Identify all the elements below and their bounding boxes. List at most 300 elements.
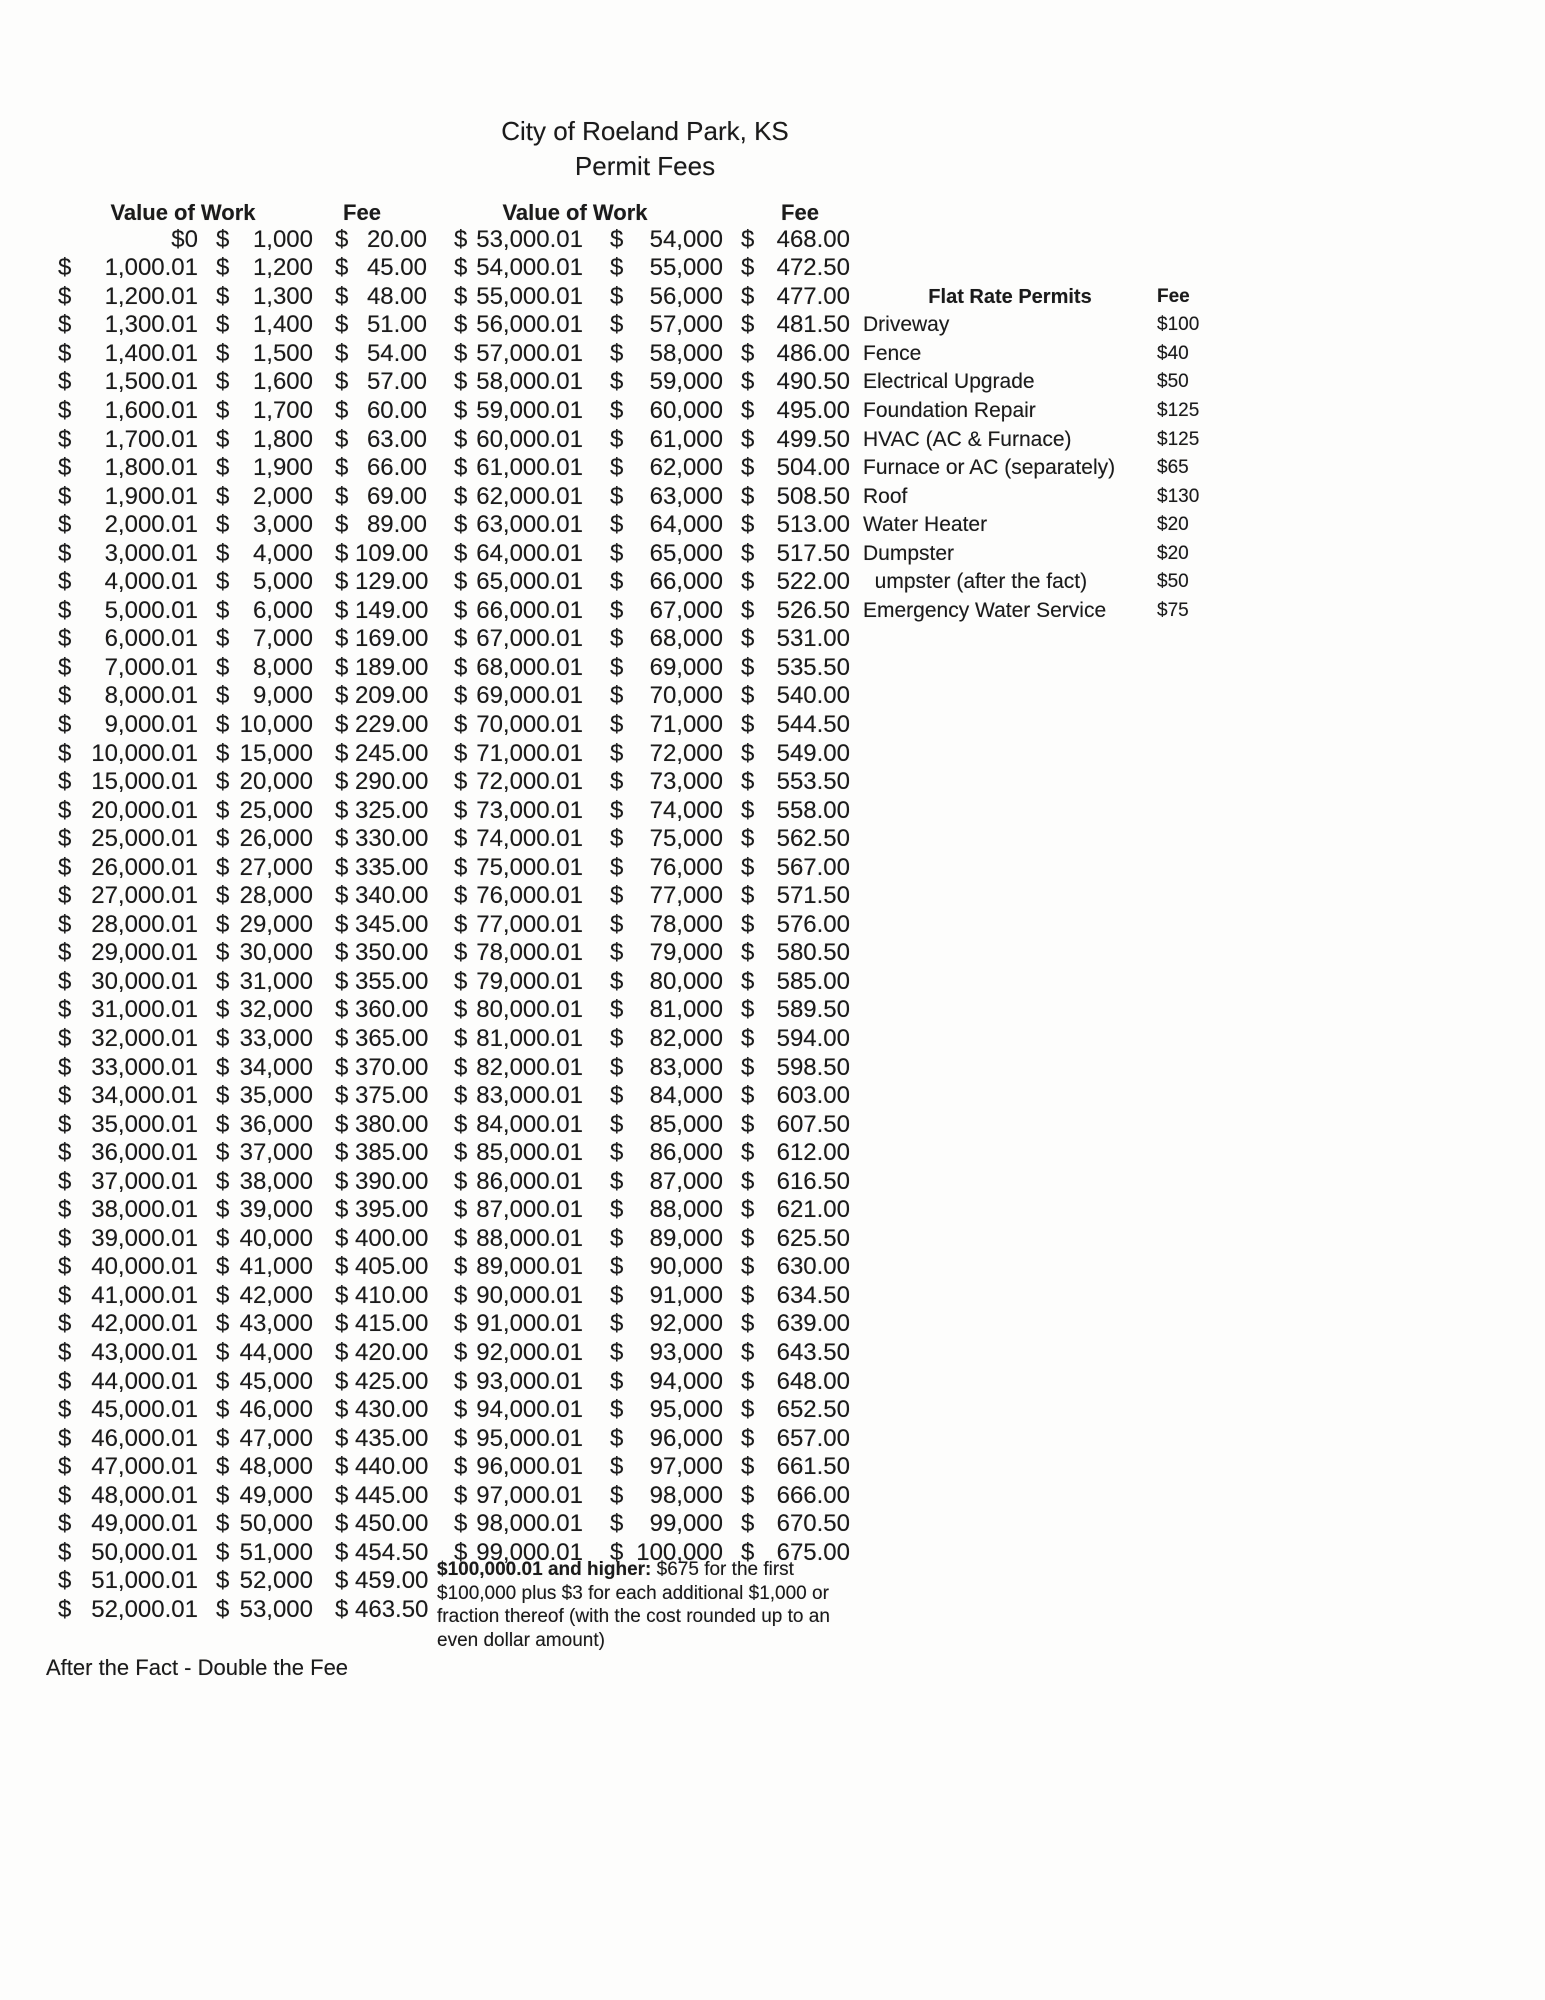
currency-sign: $ <box>335 282 349 310</box>
currency-sign: $ <box>454 368 468 396</box>
currency-sign: $ <box>454 996 468 1024</box>
range-from: 85,000.01 <box>476 1139 583 1167</box>
fee-row <box>454 511 850 540</box>
range-to: 85,000 <box>649 1110 723 1138</box>
currency-sign: $ <box>335 368 349 396</box>
currency-sign: $ <box>335 825 349 853</box>
fee-row <box>58 1225 427 1254</box>
range-to: 52,000 <box>239 1567 313 1595</box>
fee-amount: 508.50 <box>776 482 850 510</box>
currency-sign: $ <box>610 339 624 367</box>
currency-sign: $ <box>58 1424 72 1452</box>
currency-sign: $ <box>216 1538 230 1566</box>
currency-sign: $ <box>216 425 230 453</box>
currency-sign: $ <box>58 796 72 824</box>
currency-sign: $ <box>335 967 349 995</box>
currency-sign: $ <box>335 996 349 1024</box>
currency-sign: $ <box>454 910 468 938</box>
fee-row <box>58 454 427 483</box>
currency-sign: $ <box>741 1281 755 1309</box>
fee-row <box>58 740 427 769</box>
flat-permit-row <box>863 540 1223 569</box>
range-from: 67,000.01 <box>476 625 583 653</box>
range-from: 87,000.01 <box>476 1196 583 1224</box>
permit-label: Dumpster <box>863 541 955 565</box>
currency-sign: $ <box>454 482 468 510</box>
fee-row <box>58 1453 427 1482</box>
range-to: 40,000 <box>239 1224 313 1252</box>
fee-row <box>454 996 850 1025</box>
fee-row <box>58 1425 427 1454</box>
permit-label: Furnace or AC (separately) <box>863 456 1116 480</box>
currency-sign: $ <box>216 1310 230 1338</box>
fee-row <box>454 768 850 797</box>
permit-fee: $125 <box>1157 428 1200 450</box>
currency-sign: $ <box>741 996 755 1024</box>
range-from: 77,000.01 <box>476 910 583 938</box>
fee-row <box>454 939 850 968</box>
range-to: 61,000 <box>649 425 723 453</box>
permit-label: HVAC (AC & Furnace) <box>863 427 1072 451</box>
fee-amount: 415.00 <box>355 1310 429 1338</box>
higher-value-note-line3: fraction thereof (with the cost rounded up to an <box>437 1606 830 1628</box>
currency-sign: $ <box>741 882 755 910</box>
currency-sign: $ <box>454 1281 468 1309</box>
range-from: 5,000.01 <box>104 596 198 624</box>
currency-sign: $ <box>741 1053 755 1081</box>
fee-amount: 625.50 <box>776 1224 850 1252</box>
range-from: 84,000.01 <box>476 1110 583 1138</box>
currency-sign: $ <box>335 768 349 796</box>
currency-sign: $ <box>610 739 624 767</box>
flat-permit-row <box>863 454 1223 483</box>
fee-amount: 57.00 <box>366 368 427 396</box>
fee-amount: 652.50 <box>776 1396 850 1424</box>
fee-amount: 66.00 <box>366 454 427 482</box>
fee-row <box>58 911 427 940</box>
currency-sign: $ <box>610 653 624 681</box>
fee-row <box>58 1082 427 1111</box>
range-to: 1,500 <box>252 339 313 367</box>
currency-sign: $ <box>610 1082 624 1110</box>
range-to: 46,000 <box>239 1396 313 1424</box>
range-to: 73,000 <box>649 768 723 796</box>
currency-sign: $ <box>454 1196 468 1224</box>
currency-sign: $ <box>335 1481 349 1509</box>
currency-sign: $ <box>58 1538 72 1566</box>
fee-amount: 558.00 <box>776 796 850 824</box>
currency-sign: $ <box>58 368 72 396</box>
currency-sign: $ <box>58 1281 72 1309</box>
fee-amount: 612.00 <box>776 1139 850 1167</box>
currency-sign: $ <box>58 539 72 567</box>
currency-sign: $ <box>335 1453 349 1481</box>
fee-row <box>58 1482 427 1511</box>
range-from: 83,000.01 <box>476 1082 583 1110</box>
currency-sign: $ <box>741 739 755 767</box>
fee-amount: 345.00 <box>355 910 429 938</box>
fee-row <box>454 1453 850 1482</box>
currency-sign: $ <box>610 910 624 938</box>
range-from: 1,800.01 <box>104 454 198 482</box>
fee-row <box>454 483 850 512</box>
currency-sign: $ <box>58 939 72 967</box>
currency-sign: $ <box>454 1110 468 1138</box>
currency-sign: $ <box>610 1339 624 1367</box>
currency-sign: $ <box>454 254 468 282</box>
fee-amount: 517.50 <box>776 539 850 567</box>
fee-row <box>58 426 427 455</box>
range-to: 33,000 <box>239 1025 313 1052</box>
range-from: 96,000.01 <box>476 1453 583 1481</box>
currency-sign: $ <box>454 739 468 767</box>
fee-amount: 395.00 <box>355 1196 429 1224</box>
range-from: 76,000.01 <box>476 882 583 910</box>
fee-amount: 657.00 <box>776 1424 850 1452</box>
fee-amount: 330.00 <box>355 825 429 853</box>
currency-sign: $ <box>610 1281 624 1309</box>
range-from: 1,900.01 <box>104 482 198 510</box>
range-to: 45,000 <box>239 1367 313 1395</box>
fee-amount: 544.50 <box>776 710 850 738</box>
range-from: 61,000.01 <box>476 454 583 482</box>
fee-amount: 405.00 <box>355 1253 429 1281</box>
range-to: 8,000 <box>252 653 313 681</box>
currency-sign: $ <box>58 425 72 453</box>
currency-sign: $ <box>454 454 468 482</box>
range-to: 78,000 <box>649 910 723 938</box>
range-from: 66,000.01 <box>476 596 583 624</box>
fee-amount: 45.00 <box>366 254 427 282</box>
currency-sign: $ <box>216 596 230 624</box>
currency-sign: $ <box>454 1139 468 1167</box>
fee-amount: 400.00 <box>355 1224 429 1252</box>
fee-row <box>454 625 850 654</box>
range-to: 59,000 <box>649 368 723 396</box>
range-from: 6,000.01 <box>104 625 198 653</box>
fee-amount: 355.00 <box>355 967 429 995</box>
range-from: 3,000.01 <box>104 539 198 567</box>
range-to: 1,200 <box>252 254 313 282</box>
currency-sign: $ <box>454 511 468 539</box>
range-from: 43,000.01 <box>91 1339 198 1367</box>
currency-sign: $ <box>216 1082 230 1110</box>
fee-row <box>58 1339 427 1368</box>
currency-sign: $ <box>216 939 230 967</box>
range-to: 1,300 <box>252 282 313 310</box>
currency-sign: $ <box>335 1082 349 1110</box>
currency-sign: $ <box>610 1453 624 1481</box>
currency-sign: $ <box>216 1481 230 1509</box>
flat-permit-row <box>863 483 1223 512</box>
range-from: 35,000.01 <box>91 1110 198 1138</box>
fee-amount: 607.50 <box>776 1110 850 1138</box>
fee-amount: 209.00 <box>355 682 429 710</box>
currency-sign: $ <box>335 1025 349 1052</box>
currency-sign: $ <box>216 739 230 767</box>
higher-value-note-line2: $100,000 plus $3 for each additional $1,000 or <box>437 1582 829 1604</box>
range-to: 65,000 <box>649 539 723 567</box>
fee-row <box>454 1111 850 1140</box>
currency-sign: $ <box>335 1339 349 1367</box>
currency-sign: $ <box>741 1139 755 1167</box>
flat-rate-fee-header: Fee <box>1157 285 1190 307</box>
currency-sign: $ <box>335 225 349 253</box>
fee-amount: 639.00 <box>776 1310 850 1338</box>
fee-amount: 495.00 <box>776 396 850 424</box>
currency-sign: $ <box>216 539 230 567</box>
range-to: 53,000 <box>239 1595 313 1623</box>
range-from: 79,000.01 <box>476 967 583 995</box>
range-from: 99,000.01 <box>476 1538 583 1566</box>
currency-sign: $ <box>610 1139 624 1167</box>
range-from: 71,000.01 <box>476 739 583 767</box>
fee-row <box>58 511 427 540</box>
permit-label: Driveway <box>863 313 950 337</box>
range-to: 9,000 <box>252 682 313 710</box>
range-from: 2,000.01 <box>104 511 198 539</box>
fee-amount: 335.00 <box>355 853 429 881</box>
currency-sign: $ <box>216 1053 230 1081</box>
range-to: 93,000 <box>649 1339 723 1367</box>
range-to: 1,600 <box>252 368 313 396</box>
permit-label: Fence <box>863 341 922 365</box>
currency-sign: $ <box>335 339 349 367</box>
range-to: 90,000 <box>649 1253 723 1281</box>
currency-sign: $ <box>216 996 230 1024</box>
fee-row <box>454 311 850 340</box>
flat-permit-row <box>863 368 1223 397</box>
fee-row <box>58 340 427 369</box>
currency-sign: $ <box>58 1167 72 1195</box>
fee-amount: 425.00 <box>355 1367 429 1395</box>
fee-row <box>454 825 850 854</box>
fee-row <box>58 397 427 426</box>
fee-amount: 490.50 <box>776 368 850 396</box>
range-to: 36,000 <box>239 1110 313 1138</box>
currency-sign: $ <box>741 1538 755 1566</box>
fee-amount: 385.00 <box>355 1139 429 1167</box>
currency-sign: $ <box>454 1396 468 1424</box>
fee-row <box>58 368 427 397</box>
range-from: 1,000.01 <box>104 254 198 282</box>
fee-row <box>58 254 427 283</box>
fee-row <box>58 1310 427 1339</box>
range-from: 95,000.01 <box>476 1424 583 1452</box>
fee-row <box>454 968 850 997</box>
currency-sign: $ <box>216 368 230 396</box>
range-from: 78,000.01 <box>476 939 583 967</box>
range-to: 71,000 <box>649 710 723 738</box>
currency-sign: $ <box>610 825 624 853</box>
currency-sign: $ <box>610 396 624 424</box>
range-from: 70,000.01 <box>476 710 583 738</box>
currency-sign: $ <box>741 1110 755 1138</box>
currency-sign: $ <box>741 339 755 367</box>
currency-sign: $ <box>741 1196 755 1224</box>
right-table-fee-header: Fee <box>781 200 819 225</box>
range-to: 26,000 <box>239 825 313 853</box>
permit-fee: $75 <box>1157 599 1189 621</box>
fee-row <box>454 1082 850 1111</box>
currency-sign: $ <box>216 768 230 796</box>
fee-row <box>454 1196 850 1225</box>
fee-row <box>454 1054 850 1083</box>
range-to: 63,000 <box>649 482 723 510</box>
range-from: 60,000.01 <box>476 425 583 453</box>
fee-amount: 504.00 <box>776 454 850 482</box>
currency-sign: $ <box>741 539 755 567</box>
range-to: 97,000 <box>649 1453 723 1481</box>
currency-sign: $ <box>216 1025 230 1052</box>
currency-sign: $ <box>58 739 72 767</box>
range-to: 42,000 <box>239 1281 313 1309</box>
fee-row <box>58 768 427 797</box>
fee-row <box>58 968 427 997</box>
range-to: 66,000 <box>649 568 723 596</box>
range-from: 49,000.01 <box>91 1510 198 1538</box>
range-to: 20,000 <box>239 768 313 796</box>
currency-sign: $ <box>216 882 230 910</box>
range-to: 7,000 <box>252 625 313 653</box>
range-from: 31,000.01 <box>91 996 198 1024</box>
currency-sign: $ <box>454 1310 468 1338</box>
range-from: 4,000.01 <box>104 568 198 596</box>
currency-sign: $ <box>741 1082 755 1110</box>
range-from: 44,000.01 <box>91 1367 198 1395</box>
currency-sign: $ <box>610 768 624 796</box>
fee-amount: 245.00 <box>355 739 429 767</box>
range-to: 100,000 <box>636 1538 723 1566</box>
currency-sign: $ <box>335 311 349 339</box>
fee-amount: 54.00 <box>366 339 427 367</box>
currency-sign: $ <box>58 1595 72 1623</box>
fee-row <box>454 1139 850 1168</box>
range-to: 4,000 <box>252 539 313 567</box>
currency-sign: $ <box>741 796 755 824</box>
currency-sign: $ <box>610 1538 624 1566</box>
range-to: 2,000 <box>252 482 313 510</box>
range-from: 40,000.01 <box>91 1253 198 1281</box>
currency-sign: $ <box>335 254 349 282</box>
fee-amount: 531.00 <box>776 625 850 653</box>
fee-row <box>58 1596 427 1625</box>
fee-amount: 580.50 <box>776 939 850 967</box>
left-table-fee-header: Fee <box>343 200 381 225</box>
fee-row <box>58 1139 427 1168</box>
range-from: 74,000.01 <box>476 825 583 853</box>
currency-sign: $ <box>216 282 230 310</box>
currency-sign: $ <box>216 653 230 681</box>
range-to: 48,000 <box>239 1453 313 1481</box>
fee-row <box>454 226 850 255</box>
permit-fee: $130 <box>1157 485 1200 507</box>
currency-sign: $ <box>610 1424 624 1452</box>
currency-sign: $ <box>216 482 230 510</box>
range-to: 77,000 <box>649 882 723 910</box>
flat-permit-row <box>863 568 1223 597</box>
range-to: 47,000 <box>239 1424 313 1452</box>
currency-sign: $ <box>216 311 230 339</box>
fee-row <box>454 283 850 312</box>
currency-sign: $ <box>454 396 468 424</box>
fee-row <box>58 311 427 340</box>
range-to: 30,000 <box>239 939 313 967</box>
currency-sign: $ <box>610 511 624 539</box>
flat-permit-row <box>863 311 1223 340</box>
range-from: $0 <box>171 225 198 253</box>
currency-sign: $ <box>216 254 230 282</box>
left-table-value-of-work-header: Value of Work <box>110 200 256 225</box>
range-to: 29,000 <box>239 910 313 938</box>
range-to: 95,000 <box>649 1396 723 1424</box>
document-title-subject: Permit Fees <box>574 151 716 181</box>
permit-label: Foundation Repair <box>863 398 1036 422</box>
currency-sign: $ <box>58 853 72 881</box>
fee-amount: 576.00 <box>776 910 850 938</box>
currency-sign: $ <box>610 1053 624 1081</box>
currency-sign: $ <box>216 1110 230 1138</box>
range-to: 28,000 <box>239 882 313 910</box>
range-to: 1,400 <box>252 311 313 339</box>
range-to: 3,000 <box>252 511 313 539</box>
fee-row <box>454 1482 850 1511</box>
currency-sign: $ <box>454 282 468 310</box>
currency-sign: $ <box>335 1196 349 1224</box>
range-from: 42,000.01 <box>91 1310 198 1338</box>
range-to: 55,000 <box>649 254 723 282</box>
range-to: 58,000 <box>649 339 723 367</box>
currency-sign: $ <box>741 1339 755 1367</box>
currency-sign: $ <box>216 1567 230 1595</box>
currency-sign: $ <box>58 1110 72 1138</box>
currency-sign: $ <box>335 653 349 681</box>
currency-sign: $ <box>741 311 755 339</box>
currency-sign: $ <box>335 939 349 967</box>
currency-sign: $ <box>741 454 755 482</box>
currency-sign: $ <box>335 1396 349 1424</box>
range-to: 80,000 <box>649 967 723 995</box>
currency-sign: $ <box>741 1167 755 1195</box>
fee-row <box>454 1253 850 1282</box>
currency-sign: $ <box>335 1253 349 1281</box>
range-to: 98,000 <box>649 1481 723 1509</box>
currency-sign: $ <box>610 1110 624 1138</box>
range-to: 67,000 <box>649 596 723 624</box>
fee-amount: 670.50 <box>776 1510 850 1538</box>
currency-sign: $ <box>58 311 72 339</box>
permit-fee: $20 <box>1157 514 1189 536</box>
currency-sign: $ <box>610 967 624 995</box>
currency-sign: $ <box>610 1167 624 1195</box>
currency-sign: $ <box>335 1310 349 1338</box>
currency-sign: $ <box>741 1424 755 1452</box>
currency-sign: $ <box>610 1510 624 1538</box>
fee-amount: 549.00 <box>776 739 850 767</box>
fee-amount: 325.00 <box>355 796 429 824</box>
fee-amount: 513.00 <box>776 511 850 539</box>
currency-sign: $ <box>335 1595 349 1623</box>
range-from: 26,000.01 <box>91 853 198 881</box>
currency-sign: $ <box>741 1453 755 1481</box>
range-from: 62,000.01 <box>476 482 583 510</box>
range-to: 1,000 <box>252 225 313 253</box>
currency-sign: $ <box>741 225 755 253</box>
currency-sign: $ <box>610 996 624 1024</box>
currency-sign: $ <box>454 1082 468 1110</box>
currency-sign: $ <box>741 511 755 539</box>
currency-sign: $ <box>610 539 624 567</box>
